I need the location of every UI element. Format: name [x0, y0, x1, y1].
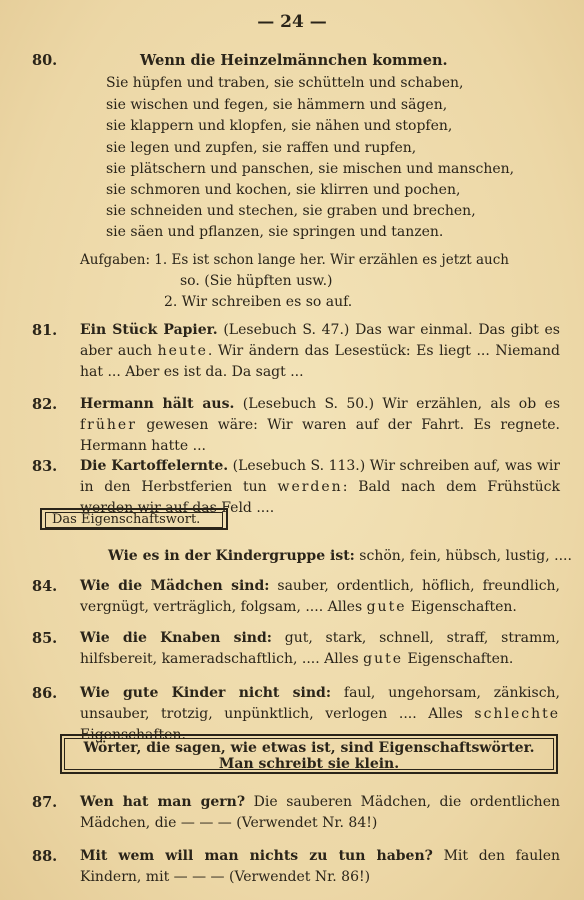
- rule-box: [60, 734, 558, 774]
- paragraph: [80, 846, 560, 888]
- section-number: 88.: [32, 848, 58, 865]
- poem-line: sie schmoren und kochen, sie klirren und pochen,: [106, 182, 461, 198]
- paragraph-text: (Lesebuch S. 47.) Das war einmal. Das gibt es aber auch: [80, 322, 560, 359]
- paragraph: [80, 576, 560, 618]
- rule-line: Man schreibt sie klein.: [218, 756, 400, 772]
- spaced-word: gute: [363, 651, 403, 667]
- paragraph: [80, 628, 560, 670]
- spaced-word: gute: [366, 599, 407, 615]
- kindergruppe-line: [108, 548, 572, 564]
- poem-line: sie klappern und klopfen, sie nähen und stopfen,: [106, 118, 453, 134]
- section-number: 86.: [32, 685, 58, 702]
- section-title: Mit wem will man nichts zu tun haben?: [80, 848, 433, 864]
- task-item: 2. Wir schreiben es so auf.: [164, 294, 353, 310]
- section-heading: Das Eigenschaftswort.: [45, 512, 223, 528]
- section-number: 85.: [32, 630, 58, 647]
- task-label: Aufgaben: 1. Es ist schon lange her. Wir erzählen es jetzt auch: [80, 252, 509, 268]
- section-title: Hermann hält aus.: [80, 396, 235, 412]
- paragraph-text: sauber, ordentlich, höflich, freundlich, vergnügt, verträglich, folgsam, .... Alles: [80, 578, 560, 615]
- poem-line: sie schneiden und stechen, sie graben und brechen,: [106, 203, 476, 219]
- section-number: 87.: [32, 794, 58, 811]
- paragraph-text: (Lesebuch S. 113.) Wir schreiben auf, was wir in den Herbstferien tun: [80, 458, 560, 495]
- paragraph: [80, 792, 560, 834]
- paragraph-text: Eigenschaften.: [80, 727, 186, 743]
- rule-box-inner: [64, 738, 554, 770]
- section-title: Die Kartoffelernte.: [80, 458, 229, 474]
- paragraph-text: Die sauberen Mädchen, die ordentlichen Mädchen, die — — — (Verwendet Nr. 84!): [80, 794, 560, 831]
- section-title: Wen hat man gern?: [80, 794, 246, 810]
- rule-line: Wörter, die sagen, wie etwas ist, sind Eigenschaftswörter.: [83, 740, 535, 756]
- section-number: 81.: [32, 322, 58, 339]
- poem-line: Sie hüpfen und traben, sie schütteln und schaben,: [106, 75, 464, 91]
- paragraph: [80, 394, 560, 457]
- section-number: 82.: [32, 396, 58, 413]
- spaced-word: werden: [277, 479, 343, 495]
- spaced-word: früher: [80, 417, 137, 433]
- section-title: Wie gute Kinder nicht sind:: [80, 685, 332, 701]
- page-number: — 24 —: [257, 12, 327, 32]
- spaced-word: heute: [157, 343, 208, 359]
- section-title: Wie die Mädchen sind:: [80, 578, 270, 594]
- section-title: Wenn die Heinzelmännchen kommen.: [140, 52, 448, 69]
- paragraph-text: Eigenschaften.: [406, 599, 517, 615]
- section-title: Ein Stück Papier.: [80, 322, 218, 338]
- section-number: 80.: [32, 52, 58, 69]
- paragraph-text: Mit den faulen Kindern, mit — — — (Verwendet Nr. 86!): [80, 848, 560, 885]
- paragraph-text: gut, stark, schnell, straff, stramm, hilfsbereit, kameradschaftlich, .... Alles: [80, 630, 561, 667]
- task-continuation: so. (Sie hüpften usw.): [180, 273, 333, 289]
- paragraph: [80, 320, 560, 383]
- poem-line: sie plätschern und panschen, sie mischen und manschen,: [106, 161, 515, 177]
- poem-line: sie wischen und fegen, sie hämmern und sägen,: [106, 97, 448, 113]
- section-number: 84.: [32, 578, 58, 595]
- paragraph-text: Eigenschaften.: [403, 651, 514, 667]
- section-heading-box: [40, 508, 228, 530]
- paragraph-text: gewesen wäre: Wir waren auf der Fahrt. Es regnete. Hermann hatte ...: [80, 417, 560, 454]
- poem-line: sie legen und zupfen, sie raffen und rupfen,: [106, 140, 417, 156]
- paragraph-text: . Wir ändern das Lesestück: Es liegt ... Niemand hat ... Aber es ist da. Da sagt ...: [80, 343, 560, 380]
- section-number: 83.: [32, 458, 58, 475]
- poem-line: sie säen und pflanzen, sie springen und tanzen.: [106, 224, 444, 240]
- section-title: Wie die Knaben sind:: [80, 630, 272, 646]
- spaced-word: schlechte: [474, 706, 560, 722]
- kindergruppe-label: Wie es in der Kindergruppe ist:: [108, 548, 355, 564]
- kindergruppe-text: schön, fein, hübsch, lustig, ....: [354, 548, 572, 564]
- paragraph-text: (Lesebuch S. 50.) Wir erzählen, als ob es: [234, 396, 560, 412]
- paragraph-text: faul, ungehorsam, zänkisch, unsauber, trotzig, unpünktlich, verlogen .... Alles: [80, 685, 560, 722]
- paragraph-text: : Bald nach dem Frühstück werden wir auf das Feld ....: [80, 479, 560, 516]
